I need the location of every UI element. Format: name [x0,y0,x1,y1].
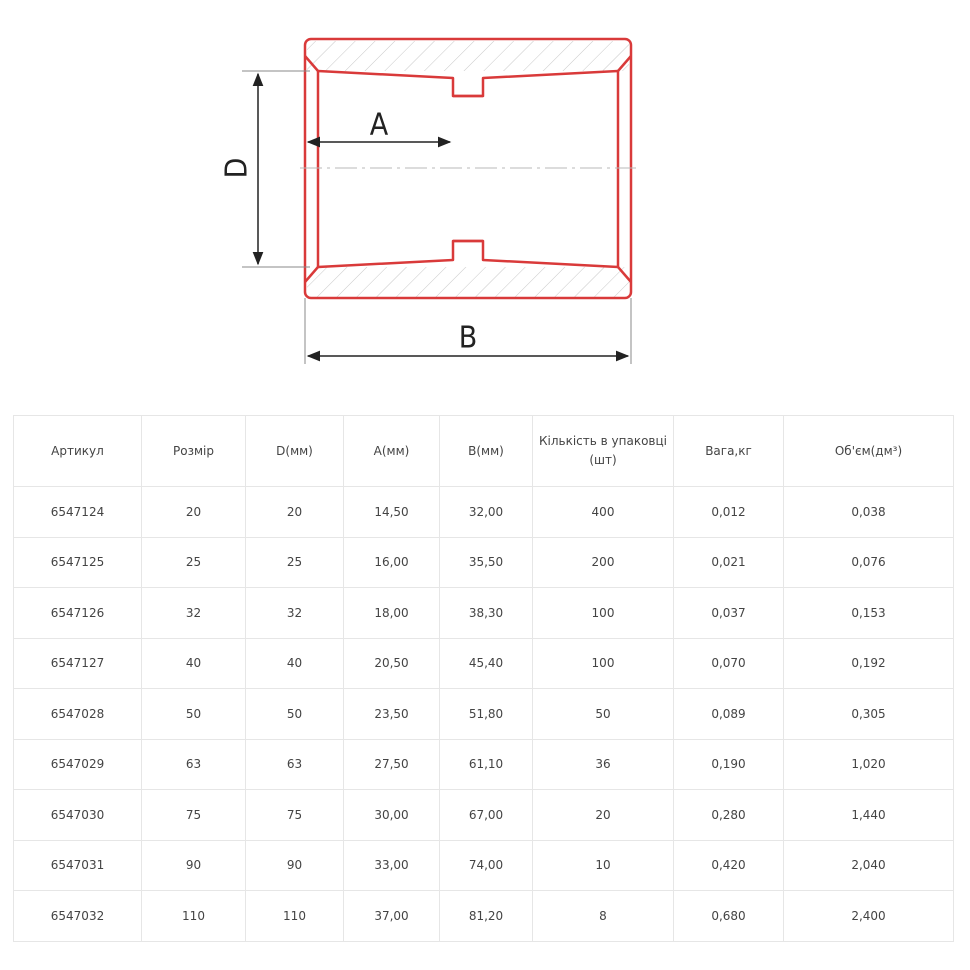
table-row [14,840,954,891]
cell-d-mm: 90 [246,840,344,891]
cell-article: 6547031 [14,840,142,891]
cell-weight: 0,420 [674,840,784,891]
coupling-inner-bore [318,71,618,267]
cell-size: 75 [142,790,246,841]
top-wall-hatch [307,41,629,71]
table-row [14,638,954,689]
table-row [14,739,954,790]
cell-b-mm: 51,80 [440,689,533,740]
cell-volume: 0,305 [784,689,954,740]
bottom-wall-hatch [307,267,629,297]
a-dimension-label: A [369,107,389,143]
cell-d-mm: 32 [246,588,344,639]
cell-volume: 1,020 [784,739,954,790]
cell-article: 6547032 [14,891,142,942]
cell-pack-quantity: 10 [533,840,674,891]
cell-d-mm: 25 [246,537,344,588]
table-row [14,588,954,639]
cell-weight: 0,089 [674,689,784,740]
cell-article: 6547029 [14,739,142,790]
header-size: Розмір [142,416,246,487]
cell-a-mm: 30,00 [344,790,440,841]
cell-article: 6547124 [14,487,142,538]
cell-volume: 1,440 [784,790,954,841]
table-row [14,891,954,942]
cell-size: 63 [142,739,246,790]
cell-size: 40 [142,638,246,689]
cell-pack-quantity: 400 [533,487,674,538]
header-row [14,416,954,487]
cell-pack-quantity: 100 [533,588,674,639]
cell-a-mm: 37,00 [344,891,440,942]
cell-article: 6547126 [14,588,142,639]
cell-volume: 2,040 [784,840,954,891]
header-d-mm: D(мм) [246,416,344,487]
cell-weight: 0,190 [674,739,784,790]
cell-article: 6547125 [14,537,142,588]
header-article: Артикул [14,416,142,487]
cell-a-mm: 27,50 [344,739,440,790]
table-body [14,487,954,942]
cell-b-mm: 32,00 [440,487,533,538]
cell-pack-quantity: 36 [533,739,674,790]
cell-size: 90 [142,840,246,891]
cell-a-mm: 23,50 [344,689,440,740]
table-row [14,790,954,841]
cell-article: 6547030 [14,790,142,841]
cell-volume: 2,400 [784,891,954,942]
b-dimension-label: B [458,320,478,356]
cell-pack-quantity: 50 [533,689,674,740]
cell-size: 25 [142,537,246,588]
cell-b-mm: 74,00 [440,840,533,891]
d-dimension-label: D [219,157,255,179]
cell-article: 6547028 [14,689,142,740]
cell-a-mm: 16,00 [344,537,440,588]
cell-d-mm: 40 [246,638,344,689]
cell-volume: 0,153 [784,588,954,639]
cell-b-mm: 81,20 [440,891,533,942]
cell-article: 6547127 [14,638,142,689]
cell-b-mm: 38,30 [440,588,533,639]
cell-weight: 0,037 [674,588,784,639]
cell-volume: 0,076 [784,537,954,588]
header-weight: Вага,кг [674,416,784,487]
cell-weight: 0,012 [674,487,784,538]
cell-a-mm: 14,50 [344,487,440,538]
cell-d-mm: 20 [246,487,344,538]
cell-b-mm: 35,50 [440,537,533,588]
cell-a-mm: 33,00 [344,840,440,891]
cell-size: 110 [142,891,246,942]
cell-size: 20 [142,487,246,538]
cell-weight: 0,280 [674,790,784,841]
cell-d-mm: 63 [246,739,344,790]
cell-a-mm: 20,50 [344,638,440,689]
cell-size: 32 [142,588,246,639]
cell-volume: 0,038 [784,487,954,538]
cell-weight: 0,680 [674,891,784,942]
header-volume: Об'єм(дм³) [784,416,954,487]
header-pack-quantity: Кількість в упаковці (шт) [533,416,674,487]
table-row [14,689,954,740]
table-row [14,487,954,538]
cell-b-mm: 45,40 [440,638,533,689]
cell-b-mm: 61,10 [440,739,533,790]
cell-weight: 0,021 [674,537,784,588]
cell-volume: 0,192 [784,638,954,689]
cell-pack-quantity: 8 [533,891,674,942]
cell-d-mm: 110 [246,891,344,942]
coupling-technical-drawing [0,0,970,400]
cell-d-mm: 75 [246,790,344,841]
cell-size: 50 [142,689,246,740]
cell-pack-quantity: 20 [533,790,674,841]
table-header [14,416,954,487]
product-specification-table [13,415,954,942]
cell-pack-quantity: 200 [533,537,674,588]
header-b-mm: B(мм) [440,416,533,487]
cell-b-mm: 67,00 [440,790,533,841]
header-a-mm: A(мм) [344,416,440,487]
cell-pack-quantity: 100 [533,638,674,689]
cell-d-mm: 50 [246,689,344,740]
cell-weight: 0,070 [674,638,784,689]
cell-a-mm: 18,00 [344,588,440,639]
table-row [14,537,954,588]
